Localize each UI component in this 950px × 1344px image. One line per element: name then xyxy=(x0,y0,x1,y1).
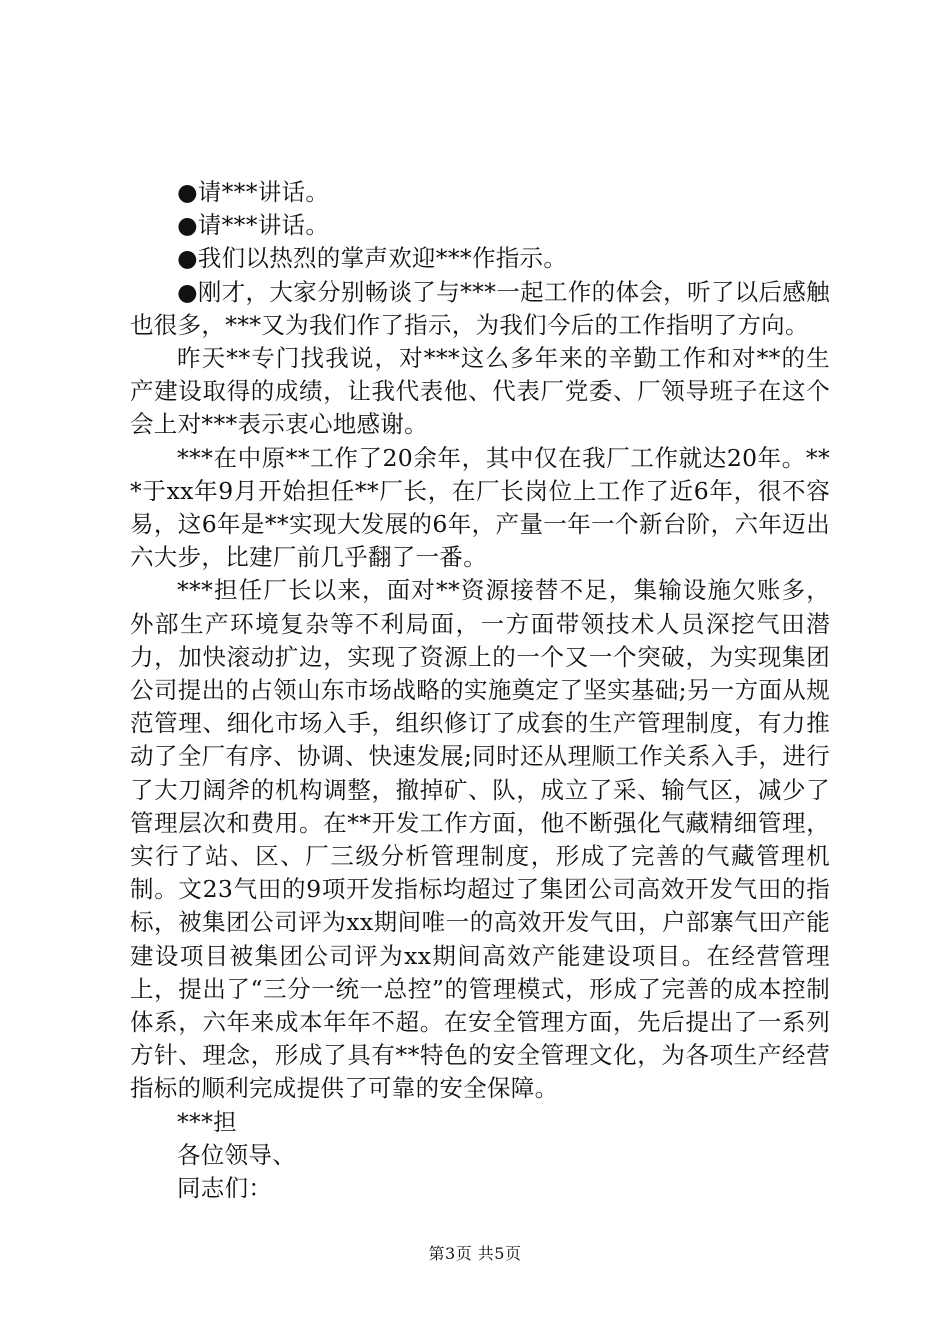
paragraph: ●刚才，大家分别畅谈了与***一起工作的体会，听了以后感触也很多，***又为我们作了指示，为我们今后的工作指明了方向。 xyxy=(130,277,830,339)
page-footer: 第3页 共5页 xyxy=(428,1244,522,1263)
document-body xyxy=(130,176,830,1205)
paragraph: ***在中原**工作了20余年，其中仅在我厂工作就达20年。***于xx年9月开始担任**厂长，在厂长岗位上工作了近6年，很不容易，这6年是**实现大发展的6年，产量一年一个新台阶，六年迈出六大步，比建厂前几乎翻了一番。 xyxy=(130,443,830,572)
paragraph: 同志们： xyxy=(177,1174,273,1203)
paragraph: 昨天**专门找我说，对***这么多年来的辛勤工作和对**的生产建设取得的成绩，让我代表他、代表厂党委、厂领导班子在这个会上对***表示衷心地感谢。 xyxy=(130,344,830,439)
paragraph: ●请***讲话。 xyxy=(177,178,330,206)
paragraph: ***担任厂长以来，面对**资源接替不足，集输设施欠账多，外部生产环境复杂等不利局面，一方面带领技术人员深挖气田潜力，加快滚动扩边，实现了资源上的一个又一个突破，为实现集团公司提出的占领山东市场战略的实施奠定了坚实基础;另一方面从规范管理、细化市场入手，组织修订了成套的生产管理制度，有力推动了全厂有序、协调、快速发展;同时还从理顺工作关系入手，进行了大刀阔斧的机构调整，撤掉矿、队，成立了采、输气区，减少了管理层次和费用。在**开发工作方面，他不断强化气藏精细管理，实行了站、区、厂三级分析管理制度，形成了完善的气藏管理机制。文23气田的9项开发指标均超过了集团公司高效开发气田的指标，被集团公司评为xx期间唯一的高效开发气田，户部寨气田产能建设项目被集团公司评为xx期间高效产能建设项目。在经营管理上，提出了“三分一统一总控”的管理模式，形成了完善的成本控制体系，六年来成本年年不超。在安全管理方面，先后提出了一系列方针、理念，形成了具有**特色的安全管理文化，为各项生产经营指标的顺利完成提供了可靠的安全保障。 xyxy=(130,576,830,1103)
paragraph: ●请***讲话。 xyxy=(177,211,330,240)
paragraph: ***担 xyxy=(177,1107,237,1136)
paragraph: 各位领导、 xyxy=(177,1140,296,1169)
paragraph: ●我们以热烈的掌声欢迎***作指示。 xyxy=(177,244,568,273)
